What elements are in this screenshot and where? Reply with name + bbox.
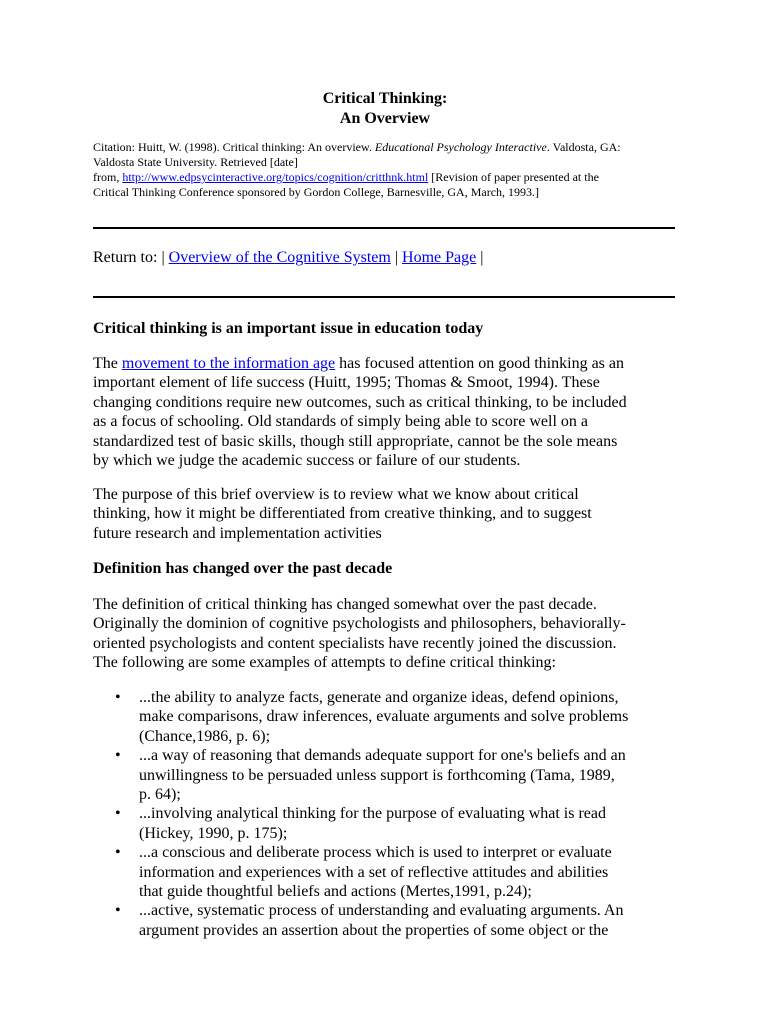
definition-list (93, 688, 677, 940)
list-item: • ...the ability to analyze facts, generate and organize ideas, defend opinions, make comparisons, draw inferences, evaluate arguments and solve problems (Chance,1986, p. 6); (115, 689, 629, 745)
paragraph-definition: The definition of critical thinking has changed somewhat over the past decade. Originally the dominion of cognitive psychologists and philosophers, behaviorally- oriented psychologists and content specialists have recently joined the discussion. The following are some examples of attempts to define critical thinking: (93, 596, 626, 672)
list-item: • ...active, systematic process of understanding and evaluating arguments. An argument provides an assertion about the properties of some object or the (115, 902, 624, 939)
bullet-icon: • (115, 747, 121, 765)
title-line-1: Critical Thinking: (322, 90, 448, 107)
bullet-icon: • (115, 902, 121, 920)
divider-bottom (93, 296, 675, 298)
information-age-link[interactable]: movement to the information age (121, 355, 336, 372)
divider-top (93, 227, 675, 229)
paragraph-information-age: The movement to the information age has focused attention on good thinking as an important element of life success (Huitt, 1995; Thomas & Smoot, 1994). These changing conditions require new outcomes, such as critical thinking, to be included as a focus of schooling. Old standards of simply being able to score well on a standardized test of basic skills, though still appropriate, cannot be the sole means by which we judge the academic success or failure of our students. (93, 355, 627, 470)
list-item: • ...a way of reasoning that demands adequate support for one's beliefs and an unwillingness to be persuaded unless support is forthcoming (Tama, 1989, p. 64); (115, 747, 626, 804)
citation-line-1: Citation: Huitt, W. (1998). Critical thinking: An overview. Educational Psychology Interactive. Valdosta, GA: (93, 140, 621, 154)
return-nav: Return to: | Overview of the Cognitive System | Home Page | (93, 249, 484, 266)
list-item: • ...involving analytical thinking for the purpose of evaluating what is read (Hickey, 1990, p. 175); (115, 805, 606, 842)
paragraph-purpose: The purpose of this brief overview is to review what we know about critical thinking, how it might be differentiated from creative thinking, and to suggest future research and implementation activities (93, 486, 592, 542)
citation-line-2: Valdosta State University. Retrieved [date] (93, 155, 298, 169)
citation-line-4: Critical Thinking Conference sponsored by Gordon College, Barnesville, GA, March, 1993.] (93, 185, 540, 199)
document-title (93, 89, 677, 129)
title-line-2: An Overview (339, 110, 431, 127)
bullet-icon: • (115, 689, 121, 706)
bullet-icon: • (115, 805, 121, 823)
journal-name: Educational Psychology Interactive (374, 140, 547, 154)
bullet-icon: • (115, 844, 121, 862)
citation (93, 140, 677, 200)
citation-line-3: from, http://www.edpsycinteractive.org/topics/cognition/critthnk.html [Revision of paper presented at the (93, 170, 599, 184)
section-heading-importance: Critical thinking is an important issue in education today (93, 320, 484, 337)
home-page-link[interactable]: Home Page (402, 249, 477, 266)
overview-cognitive-system-link[interactable]: Overview of the Cognitive System (168, 249, 391, 266)
section-heading-definition: Definition has changed over the past decade (93, 560, 393, 577)
list-item: • ...a conscious and deliberate process which is used to interpret or evaluate information and experiences with a set of reflective attitudes and abilities that guide thoughtful beliefs and actions (Mertes,1991, p.24); (115, 844, 612, 901)
citation-url-link[interactable]: http://www.edpsycinteractive.org/topics/cognition/critthnk.html (122, 170, 429, 184)
